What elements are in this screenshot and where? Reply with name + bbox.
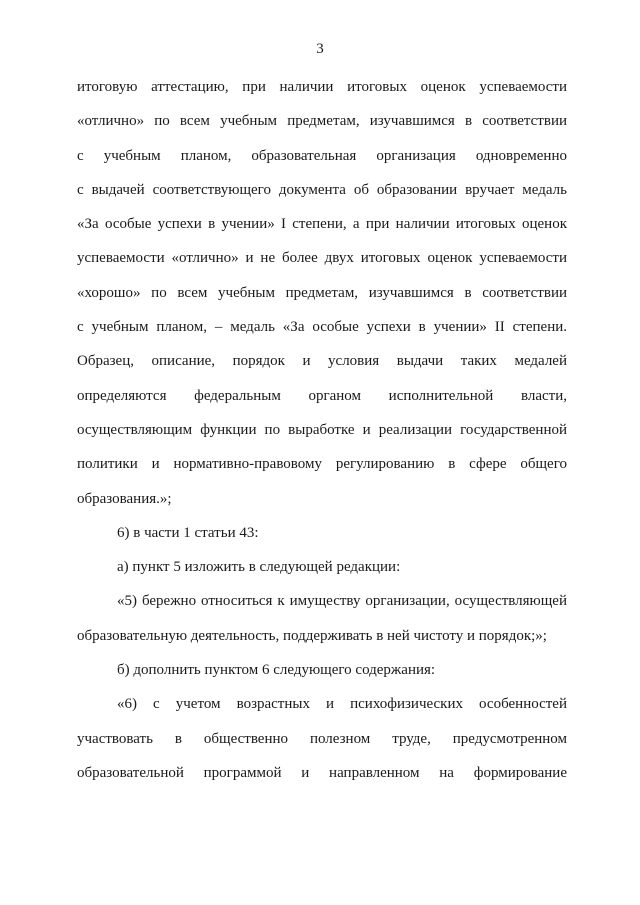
text-line: «хорошо» по всем учебным предметам, изучавшимся в соответствии bbox=[77, 284, 567, 301]
document-body bbox=[77, 70, 567, 790]
text-line: «5) бережно относиться к имуществу организации, осуществляющей bbox=[117, 593, 567, 610]
text-line: с учебным планом, образовательная организация одновременно bbox=[77, 147, 567, 164]
text-line: «За особые успехи в учении» I степени, а при наличии итоговых оценок bbox=[77, 216, 567, 233]
text-line: итоговую аттестацию, при наличии итоговых оценок успеваемости bbox=[77, 79, 567, 95]
text-line: политики и нормативно-правовому регулированию в сфере общего bbox=[77, 456, 567, 473]
text-line: образовательную деятельность, поддерживать в ней чистоту и порядок;»; bbox=[77, 627, 547, 644]
text-line: успеваемости «отлично» и не более двух итоговых оценок успеваемости bbox=[77, 250, 567, 267]
text-line: «отлично» по всем учебным предметам, изучавшимся в соответствии bbox=[77, 113, 567, 130]
text-line: 6) в части 1 статьи 43: bbox=[117, 524, 259, 541]
text-line: образования.»; bbox=[77, 490, 172, 507]
text-line: образовательной программой и направленном на формирование bbox=[77, 764, 567, 781]
text-line: определяются федеральным органом исполнительной власти, bbox=[77, 387, 567, 404]
text-line: с учебным планом, – медаль «За особые успехи в учении» II степени. bbox=[77, 319, 567, 336]
text-line: участвовать в общественно полезном труде, предусмотренном bbox=[77, 730, 567, 747]
text-line: осуществляющим функции по выработке и реализации государственной bbox=[77, 421, 567, 438]
text-line: с выдачей соответствующего документа об образовании вручает медаль bbox=[77, 181, 567, 198]
text-line: а) пункт 5 изложить в следующей редакции: bbox=[117, 559, 401, 576]
text-line: Образец, описание, порядок и условия выдачи таких медалей bbox=[77, 353, 567, 370]
text-line: б) дополнить пунктом 6 следующего содержания: bbox=[117, 662, 436, 679]
page-number: 3 bbox=[316, 41, 324, 57]
text-line: «6) с учетом возрастных и психофизических особенностей bbox=[117, 696, 567, 713]
